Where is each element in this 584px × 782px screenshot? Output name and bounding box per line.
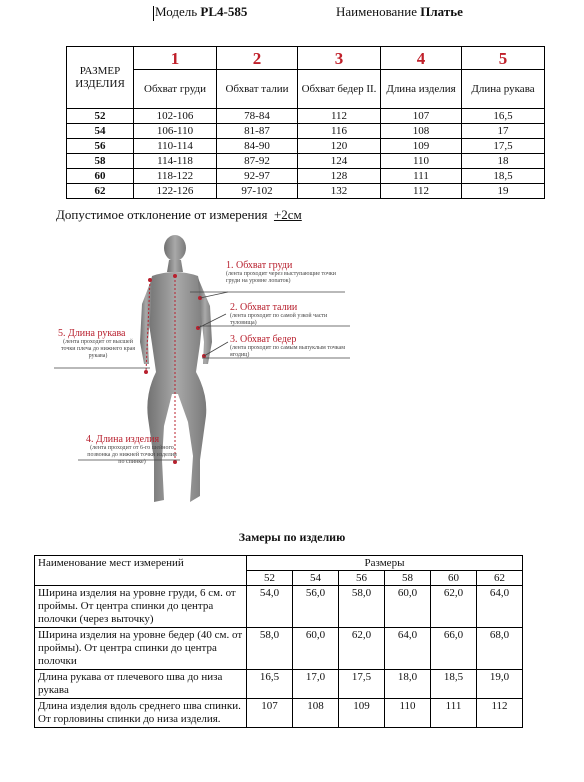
column-header: Обхват груди xyxy=(134,70,217,109)
table-row xyxy=(35,670,523,699)
size-header-cell: 58 xyxy=(385,571,431,586)
table-row xyxy=(67,109,545,124)
measurement-name: Длина рукава от плечевого шва до низа рукава xyxy=(35,670,247,699)
table-row xyxy=(67,124,545,139)
row-size: 62 xyxy=(67,184,134,199)
column-header: Длина рукава xyxy=(462,70,545,109)
document-header xyxy=(0,4,584,26)
table-cell: 58,0 xyxy=(339,586,385,628)
table-cell: 122-126 xyxy=(134,184,217,199)
model-value: PL4-585 xyxy=(200,4,248,19)
sizes-header: Размеры xyxy=(247,556,523,571)
model-label: Модель xyxy=(155,4,198,19)
product-name-label: Наименование xyxy=(336,4,417,19)
chest-desc: (лента проходит через выступающие точки груди на уровне лопаток) xyxy=(226,271,337,284)
hip-label xyxy=(230,334,350,359)
hip-title: 3. Обхват бедер xyxy=(230,334,297,345)
product-name-value: Платье xyxy=(420,4,463,19)
product-name-line xyxy=(336,4,463,20)
text-cursor xyxy=(153,6,154,21)
table-cell: 17 xyxy=(462,124,545,139)
column-header: Длина изделия xyxy=(381,70,462,109)
table-cell: 56,0 xyxy=(293,586,339,628)
table-cell: 62,0 xyxy=(339,628,385,670)
tolerance-note xyxy=(56,207,302,223)
table-cell: 111 xyxy=(431,699,477,728)
table-cell: 110 xyxy=(385,699,431,728)
table-cell: 17,0 xyxy=(293,670,339,699)
table-cell: 60,0 xyxy=(385,586,431,628)
table-cell: 106-110 xyxy=(134,124,217,139)
hip-desc: (лента проходит по самым выпуклым точкам ягодиц) xyxy=(230,345,346,358)
table-cell: 124 xyxy=(298,154,381,169)
row-size: 58 xyxy=(67,154,134,169)
table-cell: 18,0 xyxy=(385,670,431,699)
table-cell: 64,0 xyxy=(385,628,431,670)
garment-length-desc: (лента проходит от 6-го шейного позвонка до нижней точки изделия по спинке) xyxy=(87,445,177,465)
table-cell: 84-90 xyxy=(217,139,298,154)
table-cell: 62,0 xyxy=(431,586,477,628)
table-cell: 18,5 xyxy=(431,670,477,699)
column-number: 2 xyxy=(217,47,298,70)
table-cell: 17,5 xyxy=(462,139,545,154)
table-cell: 120 xyxy=(298,139,381,154)
row-size: 56 xyxy=(67,139,134,154)
table-cell: 97-102 xyxy=(217,184,298,199)
size-header-cell: 62 xyxy=(477,571,523,586)
table-cell: 66,0 xyxy=(431,628,477,670)
waist-desc: (лента проходит по самой узкой части туловища) xyxy=(230,313,328,326)
table-cell: 118-122 xyxy=(134,169,217,184)
table-cell: 17,5 xyxy=(339,670,385,699)
table-cell: 19,0 xyxy=(477,670,523,699)
measurement-name: Длина изделия вдоль среднего шва спинки. От горловины спинки до низа изделия. xyxy=(35,699,247,728)
measurement-name: Ширина изделия на уровне бедер (40 см. от проймы). От центра спинки до центра полочки xyxy=(35,628,247,670)
size-header-cell: 60 xyxy=(431,571,477,586)
table-cell: 107 xyxy=(381,109,462,124)
measurement-name: Ширина изделия на уровне груди, 6 см. от проймы. От центра спинки до центра полочки (через выточку) xyxy=(35,586,247,628)
table-cell: 109 xyxy=(381,139,462,154)
section-title: Замеры по изделию xyxy=(238,530,346,544)
table-cell: 108 xyxy=(293,699,339,728)
chest-label xyxy=(226,260,336,285)
table-row xyxy=(67,139,545,154)
column-header: Обхват талии xyxy=(217,70,298,109)
size-chart-table xyxy=(66,46,545,199)
table-cell: 87-92 xyxy=(217,154,298,169)
tolerance-text: Допустимое отклонение от измерения xyxy=(56,207,268,222)
size-header-cell: 54 xyxy=(293,571,339,586)
table-cell: 81-87 xyxy=(217,124,298,139)
row-size: 54 xyxy=(67,124,134,139)
measurement-figure xyxy=(50,234,370,506)
table-cell: 19 xyxy=(462,184,545,199)
table-cell: 116 xyxy=(298,124,381,139)
table-row xyxy=(67,169,545,184)
table-row xyxy=(67,154,545,169)
tolerance-value: +2см xyxy=(273,207,302,222)
sleeve-length-label xyxy=(58,328,138,360)
table-cell: 64,0 xyxy=(477,586,523,628)
table-cell: 132 xyxy=(298,184,381,199)
table-cell: 128 xyxy=(298,169,381,184)
sleeve-length-title: 5. Длина рукава xyxy=(58,328,126,339)
column-number: 3 xyxy=(298,47,381,70)
table-row xyxy=(35,586,523,628)
table-cell: 68,0 xyxy=(477,628,523,670)
table-row xyxy=(35,628,523,670)
table-cell: 111 xyxy=(381,169,462,184)
size-header-cell: 52 xyxy=(247,571,293,586)
table-cell: 108 xyxy=(381,124,462,139)
size-column-header: РАЗМЕР ИЗДЕЛИЯ xyxy=(67,47,134,109)
garment-length-title: 4. Длина изделия xyxy=(86,434,160,445)
table-cell: 107 xyxy=(247,699,293,728)
table-cell: 54,0 xyxy=(247,586,293,628)
column-number: 5 xyxy=(462,47,545,70)
size-header-cell: 56 xyxy=(339,571,385,586)
column-number: 1 xyxy=(134,47,217,70)
table-cell: 58,0 xyxy=(247,628,293,670)
garment-length-label xyxy=(86,434,178,466)
table-cell: 112 xyxy=(298,109,381,124)
row-size: 52 xyxy=(67,109,134,124)
row-size: 60 xyxy=(67,169,134,184)
waist-label xyxy=(230,302,330,327)
table-cell: 110-114 xyxy=(134,139,217,154)
table-cell: 114-118 xyxy=(134,154,217,169)
table-cell: 16,5 xyxy=(247,670,293,699)
table-cell: 16,5 xyxy=(462,109,545,124)
table-cell: 110 xyxy=(381,154,462,169)
sleeve-length-desc: (лента проходит от высшей точки плеча до нижнего края рукава) xyxy=(60,339,136,359)
table-cell: 78-84 xyxy=(217,109,298,124)
table-cell: 112 xyxy=(381,184,462,199)
table-cell: 109 xyxy=(339,699,385,728)
model-line xyxy=(155,4,247,20)
table-cell: 112 xyxy=(477,699,523,728)
table-row xyxy=(35,699,523,728)
chest-title: 1. Обхват груди xyxy=(226,260,293,271)
table-cell: 60,0 xyxy=(293,628,339,670)
column-header: Обхват бедер II. xyxy=(298,70,381,109)
table-row xyxy=(67,184,545,199)
table-cell: 92-97 xyxy=(217,169,298,184)
garment-measurements-table xyxy=(34,555,523,728)
column-number: 4 xyxy=(381,47,462,70)
waist-title: 2. Обхват талии xyxy=(230,302,298,313)
table-cell: 18,5 xyxy=(462,169,545,184)
place-header: Наименование мест измерений xyxy=(35,556,247,586)
table-cell: 102-106 xyxy=(134,109,217,124)
table-cell: 18 xyxy=(462,154,545,169)
